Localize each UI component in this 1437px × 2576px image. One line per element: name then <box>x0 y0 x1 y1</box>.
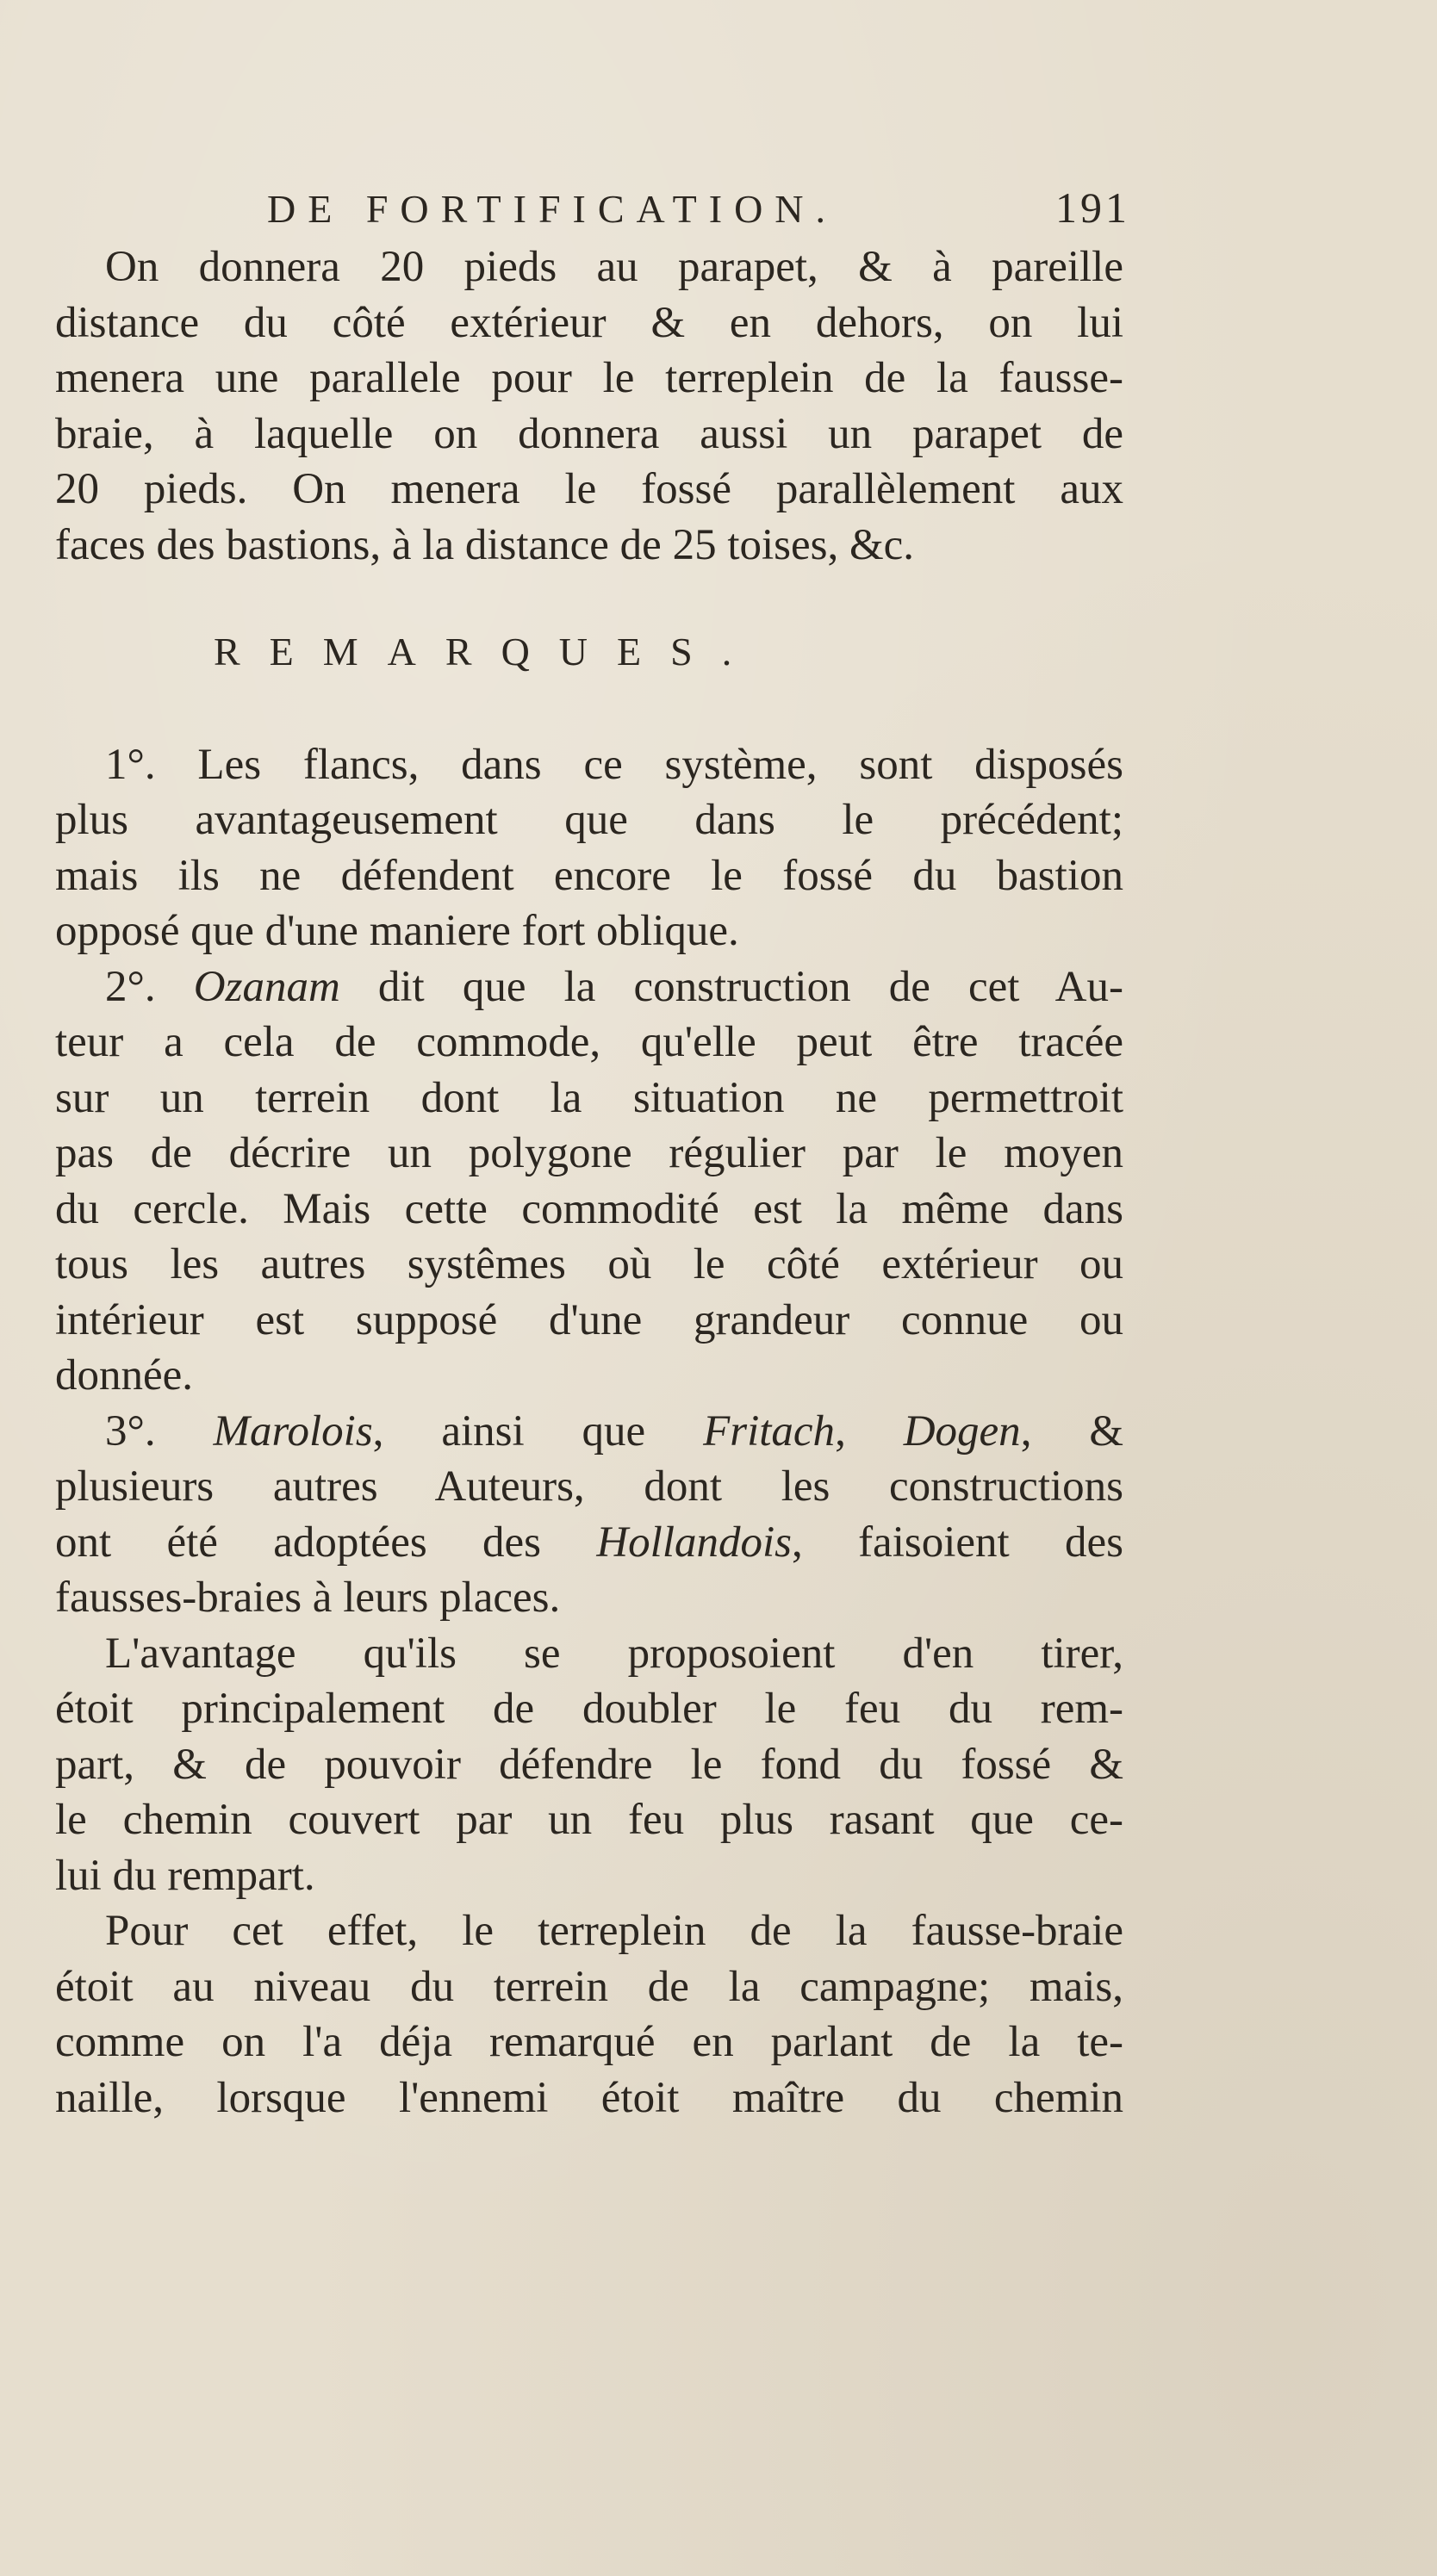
paragraph-parapet <box>55 239 1123 573</box>
text-line: menera une parallele pour le terreplein de la fausse- <box>55 354 1123 402</box>
text-line: opposé que d'une maniere fort oblique. <box>55 907 739 955</box>
text-line: plus avantageusement que dans le précédent; <box>55 796 1123 844</box>
section-heading: REMARQUES. <box>214 630 762 673</box>
text-line: étoit au niveau du terrein de la campagne; mais, <box>55 1962 1123 2011</box>
text-line: On donnera 20 pieds au parapet, & à pareille <box>105 243 1123 291</box>
text-fragment: , & <box>1020 1406 1124 1456</box>
text-line: pas de décrire un polygone régulier par le moyen <box>55 1129 1123 1177</box>
author-name: Marolois <box>213 1406 373 1456</box>
remark-number: 2°. <box>105 962 194 1011</box>
running-title: DE FORTIFICATION. <box>267 187 838 231</box>
text-line: teur a cela de commode, qu'elle peut être tracée <box>55 1018 1123 1066</box>
text-fragment: dit que la construction de cet Au- <box>339 962 1123 1011</box>
text-line: faces des bastions, à la distance de 25 toises, &c. <box>55 520 915 569</box>
text-line: mais ils ne défendent encore le fossé du bastion <box>55 851 1123 900</box>
remark-3 <box>55 1404 1123 1626</box>
page-header <box>224 183 1130 243</box>
author-name: Fritach <box>703 1406 836 1456</box>
text-line: du cercle. Mais cette commodité est la même dans <box>55 1184 1123 1233</box>
text-line: comme on l'a déja remarqué en parlant de la te- <box>55 2018 1123 2066</box>
text-fragment: , <box>835 1406 904 1456</box>
text-line: étoit principalement de doubler le feu du rem- <box>55 1685 1123 1733</box>
author-name: Ozanam <box>193 962 340 1011</box>
text-line: distance du côté extérieur & en dehors, on lui <box>55 298 1123 347</box>
text-line: braie, à laquelle on donnera aussi un parapet de <box>55 409 1123 458</box>
text-line <box>55 1515 1123 1571</box>
text-line: sur un terrein dont la situation ne permettroit <box>55 1073 1123 1122</box>
text-line: donnée. <box>55 1351 194 1400</box>
text-line: tous les autres systêmes où le côté extérieur ou <box>55 1240 1123 1288</box>
paragraph-avantage <box>55 1626 1123 1904</box>
text-line: 20 pieds. On menera le fossé parallèlement aux <box>55 465 1123 513</box>
author-name: Dogen <box>903 1406 1021 1456</box>
text-line: Pour cet effet, le terreplein de la fausse-braie <box>105 1907 1123 1955</box>
text-line: part, & de pouvoir défendre le fond du fossé & <box>55 1740 1123 1789</box>
text-line: L'avantage qu'ils se proposoient d'en tirer, <box>105 1629 1123 1678</box>
text-line <box>55 959 1123 1015</box>
text-line: lui du rempart. <box>55 1851 315 1900</box>
text-line <box>55 1404 1123 1460</box>
text-line: le chemin couvert par un feu plus rasant que ce- <box>55 1796 1123 1844</box>
remark-number: 3°. <box>105 1406 214 1456</box>
page-body <box>55 239 1123 2126</box>
people-name: Hollandois <box>596 1518 792 1567</box>
text-fragment: ont été adoptées des <box>55 1518 597 1567</box>
remark-1 <box>55 737 1123 959</box>
paragraph-effet <box>55 1903 1123 2126</box>
page-number: 191 <box>1055 183 1130 232</box>
text-line: intérieur est supposé d'une grandeur connue ou <box>55 1295 1123 1344</box>
remark-2 <box>55 959 1123 1404</box>
text-fragment: , faisoient des <box>792 1518 1123 1567</box>
text-line: plusieurs autres Auteurs, dont les constructions <box>55 1462 1123 1511</box>
text-line: naille, lorsque l'ennemi étoit maître du chemin <box>55 2073 1123 2122</box>
text-line: 1°. Les flancs, dans ce système, sont disposés <box>105 740 1123 789</box>
text-line: fausses-braies à leurs places. <box>55 1574 561 1622</box>
text-fragment: , ainsi que <box>372 1406 704 1456</box>
